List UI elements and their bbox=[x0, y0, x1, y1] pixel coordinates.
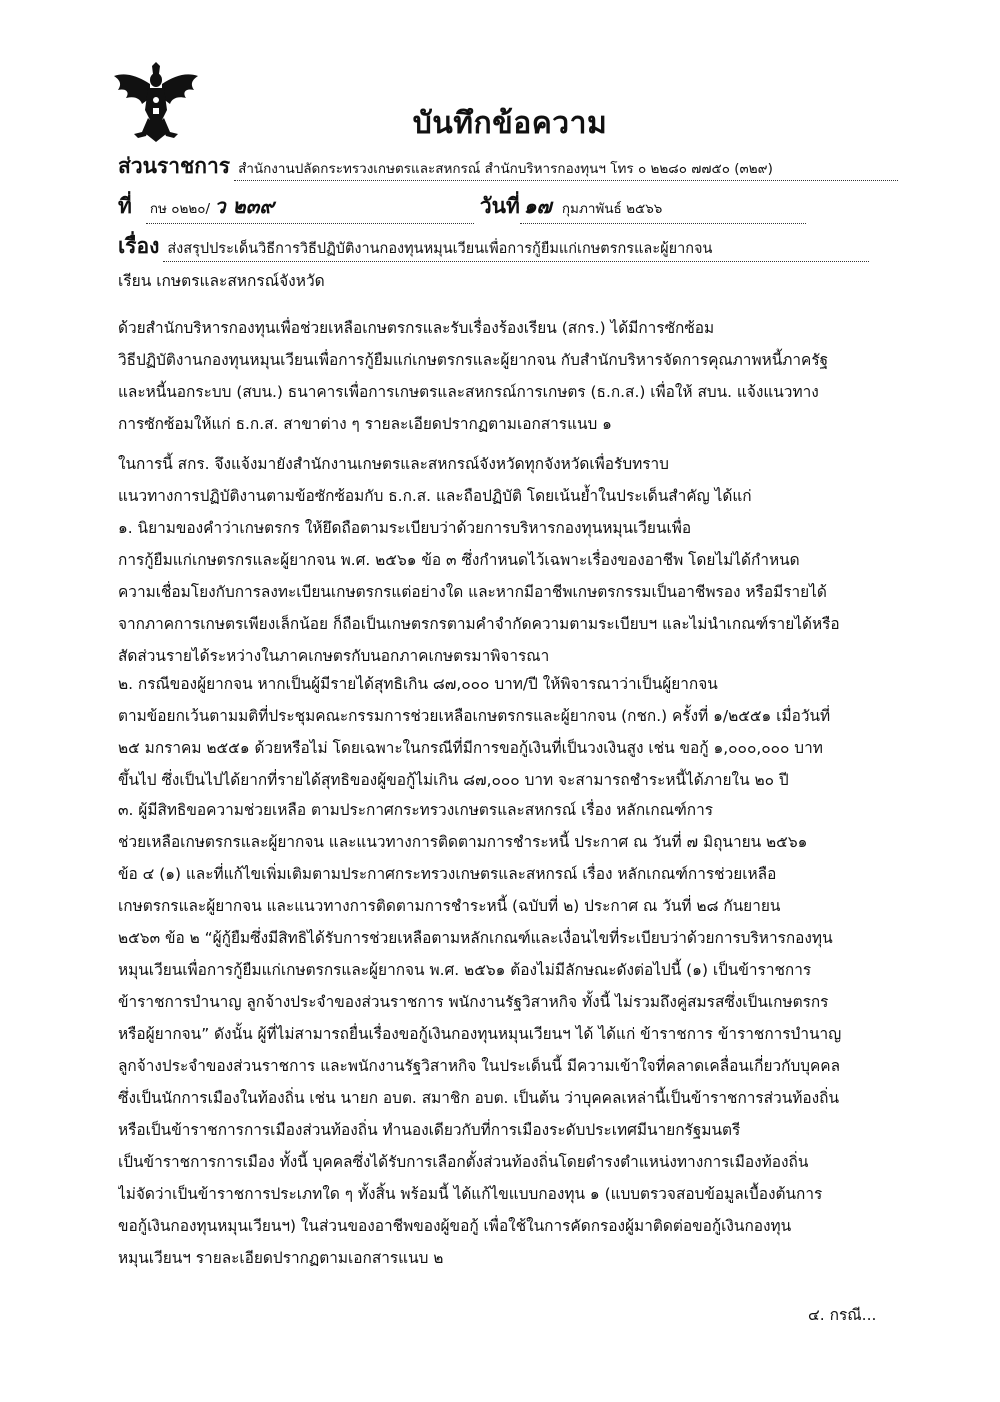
number-prefix: กษ ๐๒๒๐/ bbox=[149, 201, 211, 217]
paragraph-line: ด้วยสำนักบริหารกองทุนเพื่อช่วยเหลือเกษตรกรและรับเรื่องร้องเรียน (สกร.) ได้มีการซักซ้อม bbox=[118, 319, 715, 337]
paragraph-line: การซักซ้อมให้แก่ ธ.ก.ส. สาขาต่าง ๆ รายละเอียดปรากฏตามเอกสารแนบ ๑ bbox=[118, 415, 612, 433]
document-title: บันทึกข้อความ bbox=[412, 106, 608, 141]
item-2 bbox=[118, 668, 900, 796]
number-field bbox=[146, 190, 474, 224]
date-label: วันที่ bbox=[479, 194, 520, 218]
paragraph-line: วิธีปฏิบัติงานกองทุนหมุนเวียนเพื่อการกู้ยืมแก่เกษตรกรและผู้ยากจน กับสำนักบริหารจัดการคุณภาพหนี้ภาครัฐ bbox=[118, 351, 829, 369]
paragraph-line: ๒๕๖๓ ข้อ ๒ “ผู้กู้ยืมซึ่งมีสิทธิได้รับการช่วยเหลือตามหลักเกณฑ์และเงื่อนไขที่ระเบียบว่าด้วยการบริหารกองทุน bbox=[118, 929, 833, 947]
item-3 bbox=[118, 794, 900, 1274]
paragraph-line: หรือผู้ยากจน” ดังนั้น ผู้ที่ไม่สามารถยื่นเรื่องขอกู้เงินกองทุนหมุนเวียนฯ ได้ ได้แก่ ข้าราชการ ข้าราชการบำนาญ bbox=[118, 1025, 842, 1043]
number-label: ที่ bbox=[118, 194, 132, 218]
number-date-row bbox=[118, 190, 806, 224]
paragraph-line: เกษตรกรและผู้ยากจน และแนวทางการติดตามการชำระหนี้ (ฉบับที่ ๒) ประกาศ ณ วันที่ ๒๘ กันยายน bbox=[118, 897, 781, 915]
date-field bbox=[520, 190, 806, 224]
paragraph-line: หมุนเวียนฯ รายละเอียดปรากฏตามเอกสารแนบ ๒ bbox=[118, 1249, 444, 1267]
paragraph-line: แนวทางการปฏิบัติงานตามข้อซักซ้อมกับ ธ.ก.ส. และถือปฏิบัติ โดยเน้นย้ำในประเด็นสำคัญ ได้แก่ bbox=[118, 487, 752, 505]
department-label: ส่วนราชการ bbox=[118, 154, 231, 178]
paragraph-line: ในการนี้ สกร. จึงแจ้งมายังสำนักงานเกษตรและสหกรณ์จังหวัดทุกจังหวัดเพื่อรับทราบ bbox=[118, 455, 669, 473]
paragraph-line: หรือเป็นข้าราชการการเมืองส่วนท้องถิ่น ทำนองเดียวกับที่การเมืองระดับประเทศมีนายกรัฐมนตรี bbox=[118, 1121, 741, 1139]
subject-label: เรื่อง bbox=[118, 234, 160, 258]
paragraph-line: ลูกจ้างประจำของส่วนราชการ และพนักงานรัฐวิสาหกิจ ในประเด็นนี้ มีความเข้าใจที่คลาดเคลื่อนเกี่ยวกับบุคคล bbox=[118, 1057, 841, 1075]
paragraph-2 bbox=[118, 448, 900, 512]
paragraph-line: ไม่จัดว่าเป็นข้าราชการประเภทใด ๆ ทั้งสิ้น พร้อมนี้ ได้แก้ไขแบบกองทุน ๑ (แบบตรวจสอบข้อมูลเบื้องต้นการ bbox=[118, 1185, 823, 1203]
paragraph-line: ช่วยเหลือเกษตรกรและผู้ยากจน และแนวทางการติดตามการชำระหนี้ ประกาศ ณ วันที่ ๗ มิถุนายน ๒๕๖๑ bbox=[118, 833, 808, 851]
date-rest: กุมภาพันธ์ ๒๕๖๖ bbox=[561, 201, 663, 217]
paragraph-line: ข้อ ๔ (๑) และที่แก้ไขเพิ่มเติมตามประกาศกระทรวงเกษตรและสหกรณ์ เรื่อง หลักเกณฑ์การช่วยเหลือ bbox=[118, 865, 777, 883]
number-handwritten: ว ๒๓๙ bbox=[214, 194, 275, 218]
paragraph-line: เป็นข้าราชการการเมือง ทั้งนี้ บุคคลซึ่งได้รับการเลือกตั้งส่วนท้องถิ่นโดยดำรงตำแหน่งทางการเมืองท้องถิ่น bbox=[118, 1153, 809, 1171]
paragraph-line: จากภาคการเกษตรเพียงเล็กน้อย ก็ถือเป็นเกษตรกรตามคำจำกัดความตามระเบียบฯ และไม่นำเกณฑ์รายได้หรือ bbox=[118, 615, 840, 633]
garuda-emblem-icon bbox=[112, 62, 200, 146]
date-day: ๑๗ bbox=[523, 194, 552, 218]
item-1 bbox=[118, 512, 900, 672]
paragraph-line: สัดส่วนรายได้ระหว่างในภาคเกษตรกับนอกภาคเกษตรมาพิจารณา bbox=[118, 647, 550, 665]
paragraph-line: ๓. ผู้มีสิทธิขอความช่วยเหลือ ตามประกาศกระทรวงเกษตรและสหกรณ์ เรื่อง หลักเกณฑ์การ bbox=[118, 801, 714, 819]
paragraph-line: ตามข้อยกเว้นตามมติที่ประชุมคณะกรรมการช่วยเหลือเกษตรกรและผู้ยากจน (กชก.) ครั้งที่ ๑/๒๕๕๑ เมื่อวันที่ bbox=[118, 707, 831, 725]
paragraph-line: ๒๕ มกราคม ๒๕๕๑ ด้วยหรือไม่ โดยเฉพาะในกรณีที่มีการขอกู้เงินที่เป็นวงเงินสูง เช่น ขอกู้ ๑,๐๐๐,๐๐๐ บาท bbox=[118, 739, 823, 757]
paragraph-line: ขอกู้เงินกองทุนหมุนเวียนฯ) ในส่วนของอาชีพของผู้ขอกู้ เพื่อใช้ในการคัดกรองผู้มาติดต่อขอกู้เงินกองทุน bbox=[118, 1217, 792, 1235]
paragraph-line: หมุนเวียนเพื่อการกู้ยืมแก่เกษตรกรและผู้ยากจน พ.ศ. ๒๕๖๑ ต้องไม่มีลักษณะดังต่อไปนี้ (๑) เป็นข้าราชการ bbox=[118, 961, 812, 979]
paragraph-line: ๒. กรณีของผู้ยากจน หากเป็นผู้มีรายได้สุทธิเกิน ๘๗,๐๐๐ บาท/ปี ให้พิจารณาว่าเป็นผู้ยากจน bbox=[118, 675, 718, 693]
paragraph-line: ๑. นิยามของคำว่าเกษตรกร ให้ยึดถือตามระเบียบว่าด้วยการบริหารกองทุนหมุนเวียนเพื่อ bbox=[118, 519, 692, 537]
department-row bbox=[118, 150, 898, 183]
paragraph-line: ความเชื่อมโยงกับการลงทะเบียนเกษตรกรแต่อย่างใด และหากมีอาชีพเกษตรกรรมเป็นอาชีพรอง หรือมีรายได้ bbox=[118, 583, 827, 601]
department-value: สำนักงานปลัดกระทรวงเกษตรและสหกรณ์ สำนักบริหารกองทุนฯ โทร ๐ ๒๒๘๐ ๗๗๕๐ (๓๒๙) bbox=[234, 157, 898, 181]
paragraph-line: ขึ้นไป ซึ่งเป็นไปได้ยากที่รายได้สุทธิของผู้ขอกู้ไม่เกิน ๘๗,๐๐๐ บาท จะสามารถชำระหนี้ได้ภายใน ๒๐ ปี bbox=[118, 771, 789, 789]
subject-value: ส่งสรุปประเด็นวิธีการวิธีปฏิบัติงานกองทุนหมุนเวียนเพื่อการกู้ยืมแก่เกษตรกรและผู้ยากจน bbox=[163, 237, 869, 262]
salutation: เรียน เกษตรและสหกรณ์จังหวัด bbox=[118, 272, 325, 290]
subject-row bbox=[118, 230, 869, 263]
paragraph-line: การกู้ยืมแก่เกษตรกรและผู้ยากจน พ.ศ. ๒๕๖๑ ข้อ ๓ ซึ่งกำหนดไว้เฉพาะเรื่องของอาชีพ โดยไม่ได้กำหนด bbox=[118, 551, 800, 569]
paragraph-line: ข้าราชการบำนาญ ลูกจ้างประจำของส่วนราชการ พนักงานรัฐวิสาหกิจ ทั้งนี้ ไม่รวมถึงคู่สมรสซึ่งเป็นเกษตรกร bbox=[118, 993, 829, 1011]
paragraph-line: และหนี้นอกระบบ (สบน.) ธนาคารเพื่อการเกษตรและสหกรณ์การเกษตร (ธ.ก.ส.) เพื่อให้ สบน. แจ้งแนวทาง bbox=[118, 383, 819, 401]
continuation-marker: ๔. กรณี... bbox=[808, 1306, 877, 1324]
paragraph-line: ซึ่งเป็นนักการเมืองในท้องถิ่น เช่น นายก อบต. สมาชิก อบต. เป็นต้น ว่าบุคคลเหล่านี้เป็นข้าราชการส่วนท้องถิ่น bbox=[118, 1089, 839, 1107]
paragraph-1 bbox=[118, 312, 900, 440]
